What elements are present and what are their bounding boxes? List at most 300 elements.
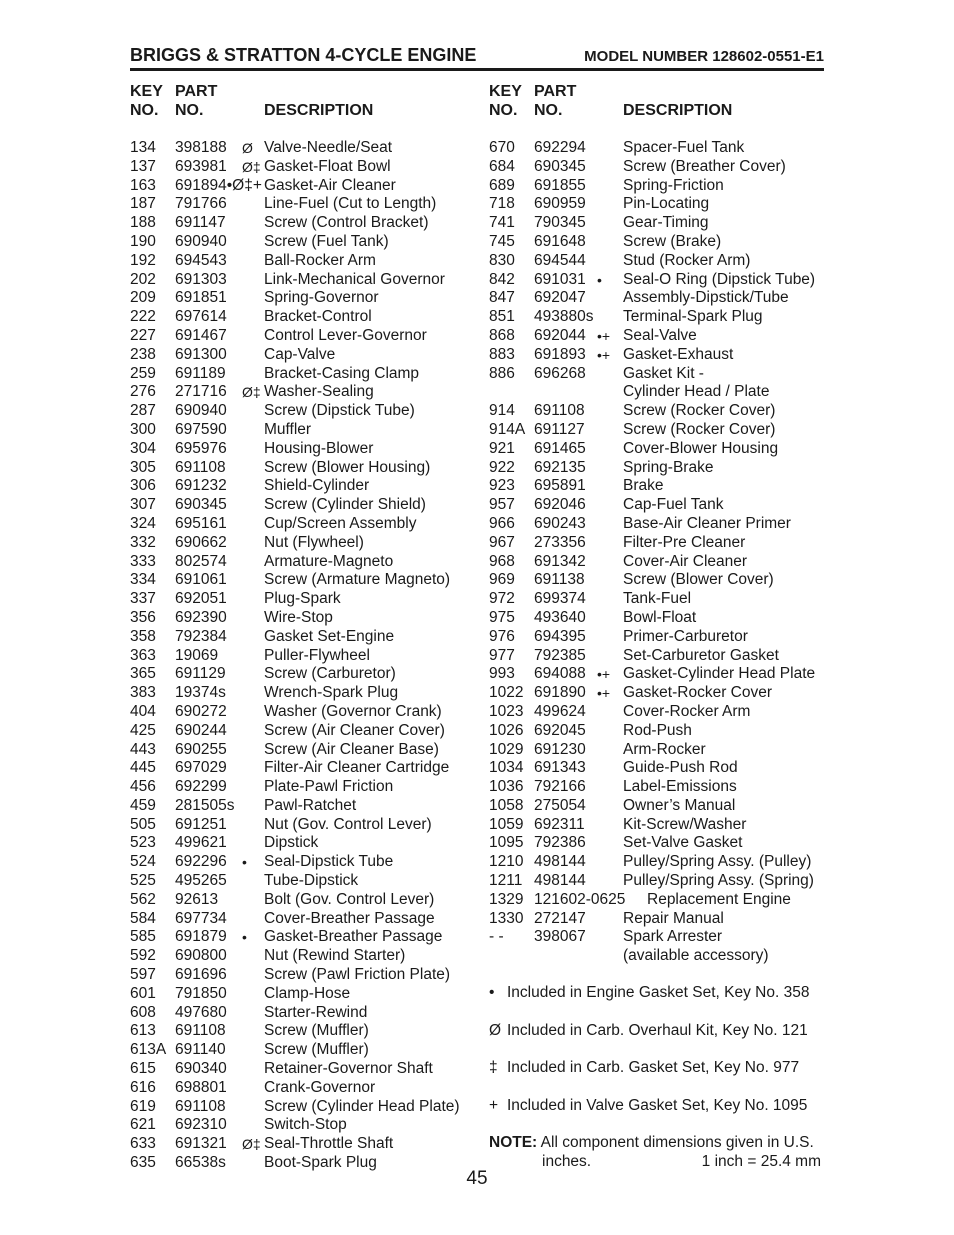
- table-row: [489, 308, 824, 327]
- unit-conversion: 1 inch = 25.4 mm: [701, 1153, 821, 1170]
- table-row: [130, 571, 475, 590]
- key-header-line1: KEY: [489, 83, 522, 100]
- key-no: 1026: [489, 721, 524, 739]
- key-no: 967: [489, 533, 515, 551]
- table-row: [489, 665, 824, 684]
- part-no: 498144: [534, 853, 586, 871]
- key-no: 868: [489, 326, 515, 344]
- key-no: 238: [130, 345, 156, 363]
- part-header-line2: NO.: [175, 102, 204, 119]
- table-row: [130, 271, 475, 290]
- key-no: 684: [489, 157, 515, 175]
- key-no: 847: [489, 289, 515, 307]
- column-header: [489, 82, 824, 124]
- part-description: Gasket Set-Engine: [264, 627, 395, 645]
- part-description: Cap-Valve: [264, 345, 336, 363]
- table-row: [130, 928, 475, 947]
- table-row: [130, 515, 475, 534]
- part-description: Screw (Cylinder Head Plate): [264, 1097, 460, 1115]
- part-no: 690800: [175, 947, 227, 965]
- table-row: [489, 853, 824, 872]
- key-no: 202: [130, 270, 156, 288]
- part-no: 698801: [175, 1078, 227, 1096]
- table-row: [130, 233, 475, 252]
- part-description: Gasket-Cylinder Head Plate: [623, 665, 816, 683]
- table-row: [130, 722, 475, 741]
- table-row: [489, 628, 824, 647]
- table-row: [130, 365, 475, 384]
- part-no: 691342: [534, 552, 586, 570]
- part-no: 693981: [175, 157, 227, 175]
- key-no: 1029: [489, 740, 524, 758]
- table-row: [489, 459, 824, 478]
- part-description: Bolt (Gov. Control Lever): [264, 890, 435, 908]
- part-no: 694088: [534, 665, 586, 683]
- table-row: [489, 515, 824, 534]
- part-no: 692047: [534, 289, 586, 307]
- part-description: Cover-Breather Passage: [264, 909, 435, 927]
- part-no: 691855: [534, 176, 586, 194]
- footnote-mark: Ø‡: [242, 384, 261, 401]
- part-description: Bowl-Float: [623, 608, 697, 626]
- table-row: [489, 647, 824, 666]
- table-row: [489, 872, 824, 891]
- part-description: Link-Mechanical Governor: [264, 270, 445, 288]
- table-row: [130, 327, 475, 346]
- footnote-mark: Ø: [242, 140, 253, 156]
- part-no: 691467: [175, 326, 227, 344]
- part-description: Washer-Sealing: [264, 383, 374, 401]
- part-description: Line-Fuel (Cut to Length): [264, 195, 437, 213]
- part-no: 398188: [175, 139, 227, 156]
- part-description: Set-Carburetor Gasket: [623, 646, 779, 664]
- part-no: 792166: [534, 778, 586, 796]
- key-no: 613A: [130, 1041, 167, 1059]
- key-no: 192: [130, 251, 156, 269]
- part-description: Kit-Screw/Washer: [623, 815, 747, 833]
- part-header-line1: PART: [175, 83, 218, 100]
- part-description: Valve-Needle/Seat: [264, 139, 393, 156]
- part-no: 281505s: [175, 796, 235, 814]
- table-row: [130, 834, 475, 853]
- part-description: Nut (Gov. Control Lever): [264, 815, 432, 833]
- part-no: 690340: [175, 1060, 227, 1078]
- legend-symbol: Ø: [489, 1021, 502, 1039]
- table-row: [130, 797, 475, 816]
- part-no: 691321: [175, 1135, 227, 1153]
- key-no: 1023: [489, 702, 524, 720]
- key-no: 337: [130, 590, 156, 608]
- key-no: 585: [130, 928, 156, 946]
- part-description: Pulley/Spring Assy. (Spring): [623, 872, 814, 890]
- key-no: 307: [130, 496, 156, 514]
- part-header-line1: PART: [534, 83, 577, 100]
- part-no: 691696: [175, 966, 227, 984]
- key-no: 404: [130, 702, 156, 720]
- key-no: 358: [130, 627, 156, 645]
- part-description: Set-Valve Gasket: [623, 834, 743, 852]
- part-description: Screw (Rocker Cover): [623, 402, 776, 420]
- part-no: 273356: [534, 533, 586, 551]
- part-no: 697590: [175, 420, 227, 438]
- part-description: Cover-Blower Housing: [623, 439, 779, 457]
- footnote-mark: •+: [597, 685, 611, 702]
- part-description: Base-Air Cleaner Primer: [623, 514, 791, 532]
- part-description: Spring-Friction: [623, 176, 724, 194]
- table-row: [130, 778, 475, 797]
- footnote-mark: Ø‡: [242, 158, 261, 175]
- key-no: 972: [489, 590, 515, 608]
- part-description: Screw (Breather Cover): [623, 157, 786, 175]
- footnote-mark: •: [242, 854, 247, 871]
- part-no: 691189: [175, 364, 226, 382]
- key-no: 883: [489, 345, 515, 363]
- part-description: Seal-Dipstick Tube: [264, 853, 394, 871]
- key-no: 276: [130, 383, 156, 401]
- part-description: Cap-Fuel Tank: [623, 496, 724, 514]
- part-no: 499624: [534, 702, 586, 720]
- key-no: 613: [130, 1022, 156, 1040]
- key-no: 921: [489, 439, 515, 457]
- note-text-continued: inches.: [542, 1153, 592, 1170]
- part-no: 692294: [534, 139, 586, 156]
- part-description: Nut (Flywheel): [264, 533, 364, 551]
- part-no: 692135: [534, 458, 586, 476]
- key-no: 304: [130, 439, 156, 457]
- table-row: [130, 1098, 475, 1117]
- table-row: [489, 834, 824, 853]
- part-description: Plug-Spark: [264, 590, 341, 608]
- part-description: Gasket-Float Bowl: [264, 157, 391, 175]
- part-no: 692044: [534, 326, 586, 344]
- part-no: 690272: [175, 702, 227, 720]
- table-row: [130, 872, 475, 891]
- key-no: 592: [130, 947, 156, 965]
- key-no: 922: [489, 458, 515, 476]
- legend-text: Included in Valve Gasket Set, Key No. 1095: [507, 1096, 808, 1114]
- table-row: [130, 910, 475, 929]
- table-row: [130, 289, 475, 308]
- key-header-line2: NO.: [489, 102, 518, 119]
- part-description: Boot-Spark Plug: [264, 1154, 377, 1172]
- table-row: [130, 759, 475, 778]
- part-no: 19069: [175, 646, 219, 664]
- part-description: Screw (Cylinder Shield): [264, 496, 426, 514]
- part-no: 398067: [534, 928, 586, 946]
- part-description: Gasket-Air Cleaner: [264, 176, 396, 194]
- part-no: 493640: [534, 608, 586, 626]
- part-description: Screw (Carburetor): [264, 665, 396, 683]
- part-no: 691108: [175, 1097, 226, 1115]
- part-description: Repair Manual: [623, 909, 724, 927]
- part-description: Guide-Push Rod: [623, 759, 738, 777]
- key-no: 957: [489, 496, 515, 514]
- key-no: 222: [130, 308, 156, 326]
- table-row: [130, 1041, 475, 1060]
- part-no: 691251: [175, 815, 227, 833]
- table-row: [489, 139, 824, 158]
- part-description: Dipstick: [264, 834, 319, 852]
- parts-column-left: [130, 82, 475, 1172]
- legend-note: [489, 1058, 829, 1096]
- part-header-line2: NO.: [534, 102, 563, 119]
- table-row: [489, 214, 824, 233]
- part-no: 697029: [175, 759, 227, 777]
- part-description: Stud (Rocker Arm): [623, 251, 751, 269]
- part-no: 690244: [175, 721, 227, 739]
- part-no: 691879: [175, 928, 227, 946]
- key-no: 333: [130, 552, 156, 570]
- key-no: 523: [130, 834, 156, 852]
- parts-list-right: [489, 139, 824, 966]
- part-no: 691343: [534, 759, 586, 777]
- key-no: 306: [130, 477, 156, 495]
- table-row: [130, 308, 475, 327]
- table-row: [130, 947, 475, 966]
- table-row: [489, 891, 824, 910]
- table-row: [489, 289, 824, 308]
- part-description: Spacer-Fuel Tank: [623, 139, 745, 156]
- key-no: 635: [130, 1154, 156, 1172]
- key-no: 137: [130, 157, 156, 175]
- part-no: 691890: [534, 684, 586, 702]
- part-description: Bracket-Casing Clamp: [264, 364, 420, 382]
- table-row: [489, 534, 824, 553]
- part-description: Brake: [623, 477, 664, 495]
- key-no: 993: [489, 665, 515, 683]
- part-description: Bracket-Control: [264, 308, 372, 326]
- part-no: 690940: [175, 232, 227, 250]
- legend-symbol: •: [489, 984, 495, 1001]
- table-row: [489, 383, 824, 402]
- document-title: BRIGGS & STRATTON 4-CYCLE ENGINE: [130, 45, 477, 65]
- key-no: 134: [130, 139, 156, 156]
- part-description: Owner’s Manual: [623, 796, 736, 814]
- part-description: Switch-Stop: [264, 1116, 347, 1134]
- part-no: 691300: [175, 345, 227, 363]
- part-no: 499621: [175, 834, 227, 852]
- part-description: Filter-Air Cleaner Cartridge: [264, 759, 450, 777]
- part-description: Spring-Governor: [264, 289, 379, 307]
- key-no: 842: [489, 270, 515, 288]
- note-text: All component dimensions given in U.S.: [540, 1134, 814, 1151]
- table-row: [130, 665, 475, 684]
- parts-column-right: [489, 82, 824, 965]
- table-row: [130, 590, 475, 609]
- table-row: [130, 383, 475, 402]
- part-no: 691061: [175, 571, 227, 589]
- key-no: 741: [489, 214, 515, 232]
- part-description: Armature-Magneto: [264, 552, 394, 570]
- part-description: Screw (Dipstick Tube): [264, 402, 415, 420]
- part-description: Screw (Control Bracket): [264, 214, 429, 232]
- key-no: 334: [130, 571, 156, 589]
- key-no: 1211: [489, 872, 523, 890]
- key-no: 187: [130, 195, 156, 213]
- part-description: Assembly-Dipstick/Tube: [623, 289, 789, 307]
- table-row: [489, 571, 824, 590]
- key-no: 975: [489, 608, 515, 626]
- table-row: [130, 1135, 475, 1154]
- key-no: 969: [489, 571, 515, 589]
- key-no: 356: [130, 608, 156, 626]
- part-no: 792385: [534, 646, 586, 664]
- table-row: [130, 477, 475, 496]
- key-no: 443: [130, 740, 156, 758]
- key-header-line1: KEY: [130, 83, 163, 100]
- table-row: [489, 553, 824, 572]
- model-number: MODEL NUMBER 128602-0551-E1: [584, 48, 824, 65]
- legend-notes: [489, 983, 829, 1133]
- legend-text: Included in Carb. Overhaul Kit, Key No. 121: [507, 1021, 808, 1039]
- key-no: 1059: [489, 815, 524, 833]
- key-no: 1034: [489, 759, 524, 777]
- part-no: 692046: [534, 496, 586, 514]
- footnote-mark: •+: [597, 666, 611, 683]
- part-no: 271716: [175, 383, 227, 401]
- part-description: Gasket-Breather Passage: [264, 928, 443, 946]
- part-no: 697614: [175, 308, 227, 326]
- part-description: Control Lever-Governor: [264, 326, 427, 344]
- part-no: 691108: [175, 458, 226, 476]
- part-no: 690345: [175, 496, 227, 514]
- table-row: [489, 252, 824, 271]
- key-no: 1095: [489, 834, 524, 852]
- part-description: Screw (Muffler): [264, 1022, 369, 1040]
- key-no: 383: [130, 684, 156, 702]
- table-row: [489, 778, 824, 797]
- table-row: [130, 139, 475, 158]
- part-no: 272147: [534, 909, 586, 927]
- table-row: [489, 365, 824, 384]
- part-no: 497680: [175, 1003, 227, 1021]
- table-row: [489, 477, 824, 496]
- key-no: 425: [130, 721, 156, 739]
- table-row: [130, 459, 475, 478]
- part-no: 692311: [534, 815, 585, 833]
- table-row: [489, 609, 824, 628]
- part-description: Pulley/Spring Assy. (Pulley): [623, 853, 812, 871]
- footnote-mark: •+: [597, 346, 611, 363]
- part-no: 691108: [175, 1022, 226, 1040]
- key-no: 619: [130, 1097, 156, 1115]
- key-no: 209: [130, 289, 156, 307]
- key-no: 1058: [489, 796, 524, 814]
- table-row: [130, 496, 475, 515]
- part-description: Replacement Engine: [647, 890, 791, 908]
- key-no: 608: [130, 1003, 156, 1021]
- part-description: Screw (Brake): [623, 232, 722, 250]
- part-description: Crank-Governor: [264, 1078, 376, 1096]
- part-no: 275054: [534, 796, 586, 814]
- part-no: 790345: [534, 214, 586, 232]
- footnote-mark: Ø‡: [242, 1136, 261, 1153]
- part-description: Arm-Rocker: [623, 740, 706, 758]
- part-description: (available accessory): [623, 947, 769, 965]
- key-no: 616: [130, 1078, 156, 1096]
- key-no: 601: [130, 984, 156, 1002]
- key-no: 324: [130, 514, 156, 532]
- table-row: [130, 177, 475, 196]
- table-row: [130, 252, 475, 271]
- part-description: Screw (Blower Cover): [623, 571, 774, 589]
- table-row: [130, 741, 475, 760]
- part-no: 690345: [534, 157, 586, 175]
- description-header: DESCRIPTION: [264, 102, 374, 119]
- table-row: [489, 759, 824, 778]
- part-description: Seal-Throttle Shaft: [264, 1135, 394, 1153]
- key-no: 1329: [489, 890, 524, 908]
- part-description: Screw (Armature Magneto): [264, 571, 451, 589]
- part-no: 694395: [534, 627, 586, 645]
- part-description: Wire-Stop: [264, 608, 333, 626]
- part-no: 691648: [534, 232, 586, 250]
- part-description: Plate-Pawl Friction: [264, 778, 394, 796]
- key-no: 1036: [489, 778, 524, 796]
- table-row: [489, 195, 824, 214]
- key-no: 445: [130, 759, 156, 777]
- part-description: Clamp-Hose: [264, 984, 351, 1002]
- part-no: 691465: [534, 439, 586, 457]
- part-description: Label-Emissions: [623, 778, 737, 796]
- table-row: [130, 195, 475, 214]
- table-row: [130, 402, 475, 421]
- part-description: Seal-Valve: [623, 326, 697, 344]
- table-row: [130, 214, 475, 233]
- table-row: [489, 271, 824, 290]
- table-row: [489, 741, 824, 760]
- key-no: 365: [130, 665, 156, 683]
- part-description: Nut (Rewind Starter): [264, 947, 406, 965]
- part-description: Pin-Locating: [623, 195, 710, 213]
- part-no: 792384: [175, 627, 227, 645]
- table-row: [130, 421, 475, 440]
- table-row: [489, 910, 824, 929]
- part-no: 792386: [534, 834, 586, 852]
- table-row: [130, 553, 475, 572]
- part-description: Shield-Cylinder: [264, 477, 370, 495]
- header-rule: [130, 68, 824, 71]
- part-no: 697734: [175, 909, 227, 927]
- key-no: 851: [489, 308, 515, 326]
- key-no: 525: [130, 872, 156, 890]
- key-no: 190: [130, 232, 156, 250]
- key-no: 976: [489, 627, 515, 645]
- key-no: 259: [130, 364, 156, 382]
- part-no: 691129: [175, 665, 226, 683]
- part-no: 690940: [175, 402, 227, 420]
- legend-note: [489, 1021, 829, 1059]
- part-description: Screw (Pawl Friction Plate): [264, 966, 451, 984]
- key-no: 830: [489, 251, 515, 269]
- key-no: 621: [130, 1116, 156, 1134]
- part-no: 791766: [175, 195, 227, 213]
- table-row: [489, 722, 824, 741]
- key-no: 188: [130, 214, 156, 232]
- part-description: Gasket-Exhaust: [623, 345, 734, 363]
- part-description: Screw (Rocker Cover): [623, 420, 776, 438]
- table-row: [489, 440, 824, 459]
- part-no: 691893: [534, 345, 586, 363]
- key-header-line2: NO.: [130, 102, 159, 119]
- part-description: Washer (Governor Crank): [264, 702, 442, 720]
- key-no: 332: [130, 533, 156, 551]
- key-no: 305: [130, 458, 156, 476]
- key-no: 459: [130, 796, 156, 814]
- key-no: 524: [130, 853, 156, 871]
- key-no: 633: [130, 1135, 156, 1153]
- part-description: Gasket Kit -: [623, 364, 704, 382]
